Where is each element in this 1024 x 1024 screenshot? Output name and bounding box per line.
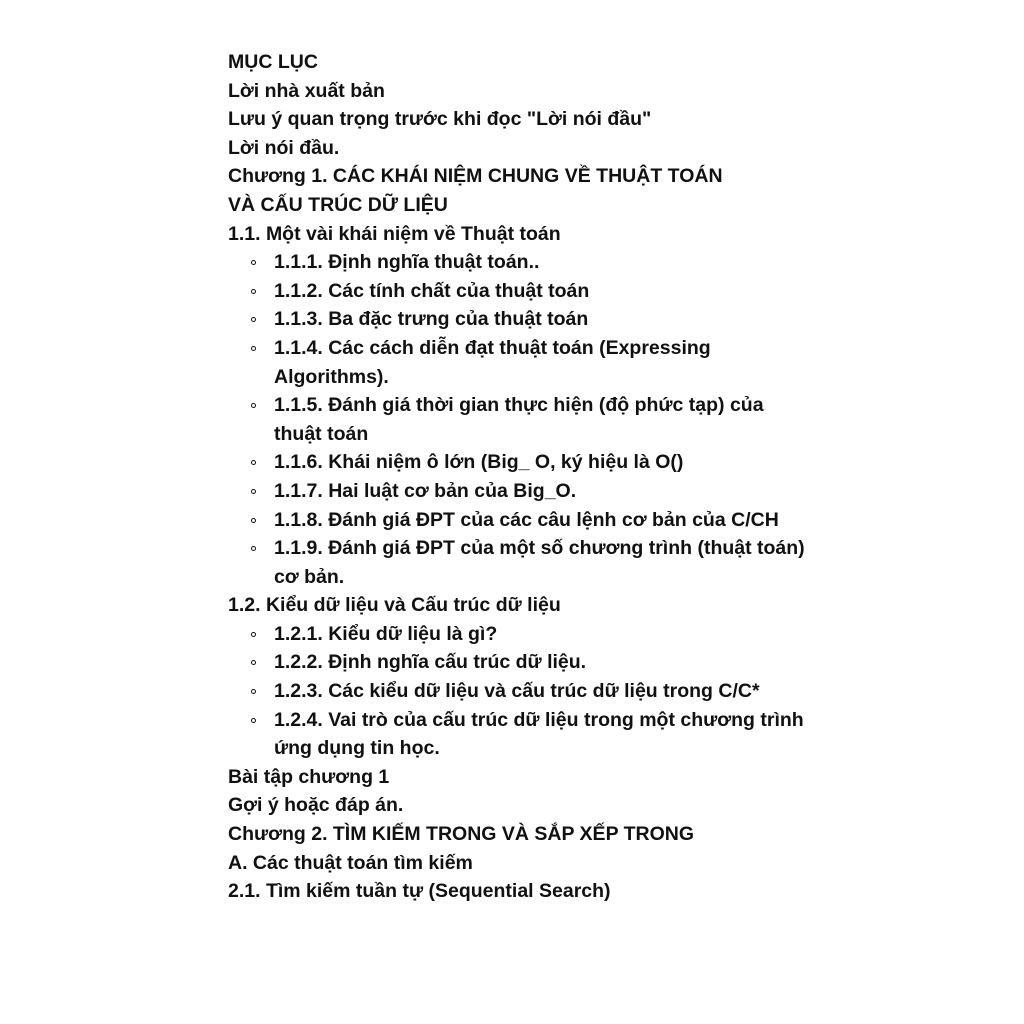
list-item — [228, 506, 814, 535]
bullet-circle-icon — [251, 260, 256, 265]
list-item-label: 1.2.2. Định nghĩa cấu trúc dữ liệu. — [274, 651, 587, 674]
list-item — [228, 706, 814, 763]
chapter-2-title: Chương 2. TÌM KIẾM TRONG VÀ SẮP XẾP TRONG — [228, 823, 695, 846]
toc-entry-exercises: Bài tập chương 1 — [228, 765, 390, 788]
toc-entry-answers: Gợi ý hoặc đáp án. — [228, 794, 404, 817]
list-item-label: 1.1.2. Các tính chất của thuật toán — [274, 279, 590, 302]
list-item-label: 1.2.1. Kiểu dữ liệu là gì? — [274, 622, 498, 645]
bullet-circle-icon — [251, 346, 256, 351]
table-of-contents — [228, 48, 828, 906]
list-item — [228, 334, 814, 391]
section-1-1-title: 1.1. Một vài khái niệm về Thuật toán — [228, 222, 561, 245]
list-item — [228, 248, 814, 277]
bullet-circle-icon — [251, 546, 256, 551]
bullet-circle-icon — [251, 718, 256, 723]
list-item — [228, 391, 814, 448]
list-item-label: 1.1.3. Ba đặc trưng của thuật toán — [274, 308, 589, 331]
list-item — [228, 277, 814, 306]
section-1-2-title: 1.2. Kiểu dữ liệu và Cấu trúc dữ liệu — [228, 594, 561, 617]
list-item — [228, 648, 814, 677]
list-item-label: 1.1.4. Các cách diễn đạt thuật toán (Expressing Algorithms). — [274, 336, 711, 388]
bullet-circle-icon — [251, 689, 256, 694]
chapter-1-title-line2: VÀ CẤU TRÚC DỮ LIỆU — [228, 193, 448, 216]
bullet-circle-icon — [251, 632, 256, 637]
toc-entry-preface: Lời nói đầu. — [228, 136, 340, 159]
list-item — [228, 448, 814, 477]
list-item — [228, 677, 814, 706]
chapter-2-part-a: A. Các thuật toán tìm kiếm — [228, 851, 473, 874]
toc-entry-publisher-note: Lời nhà xuất bản — [228, 79, 385, 102]
bullet-circle-icon — [251, 518, 256, 523]
bullet-circle-icon — [251, 317, 256, 322]
toc-title: MỤC LỤC — [228, 51, 318, 73]
chapter-1-title-line1: Chương 1. CÁC KHÁI NIỆM CHUNG VỀ THUẬT TOÁN — [228, 165, 723, 188]
list-item-label: 1.1.1. Định nghĩa thuật toán.. — [274, 251, 540, 274]
bullet-circle-icon — [251, 460, 256, 465]
bullet-circle-icon — [251, 660, 256, 665]
list-item-label: 1.1.7. Hai luật cơ bản của Big_O. — [274, 479, 577, 502]
list-item-label: 1.1.8. Đánh giá ĐPT của các câu lệnh cơ bản của C/CH — [274, 508, 779, 531]
list-item-label: 1.1.6. Khái niệm ô lớn (Big_ O, ký hiệu là O() — [274, 451, 684, 474]
toc-entry-important-note: Lưu ý quan trọng trước khi đọc "Lời nói đầu" — [228, 108, 652, 131]
list-item-label: 1.1.5. Đánh giá thời gian thực hiện (độ phức tạp) của thuật toán — [274, 394, 764, 445]
bullet-circle-icon — [251, 489, 256, 494]
list-item — [228, 620, 814, 649]
bullet-circle-icon — [251, 403, 256, 408]
section-1-2-list — [228, 620, 828, 763]
list-item — [228, 477, 814, 506]
section-1-1-list — [228, 248, 828, 591]
list-item — [228, 534, 814, 591]
list-item-label: 1.1.9. Đánh giá ĐPT của một số chương trình (thuật toán) cơ bản. — [274, 537, 805, 588]
list-item-label: 1.2.3. Các kiểu dữ liệu và cấu trúc dữ liệu trong C/C* — [274, 680, 760, 703]
section-2-1-title: 2.1. Tìm kiếm tuần tự (Sequential Search) — [228, 880, 611, 903]
list-item-label: 1.2.4. Vai trò của cấu trúc dữ liệu trong một chương trình ứng dụng tin học. — [274, 708, 804, 760]
bullet-circle-icon — [251, 289, 256, 294]
list-item — [228, 305, 814, 334]
